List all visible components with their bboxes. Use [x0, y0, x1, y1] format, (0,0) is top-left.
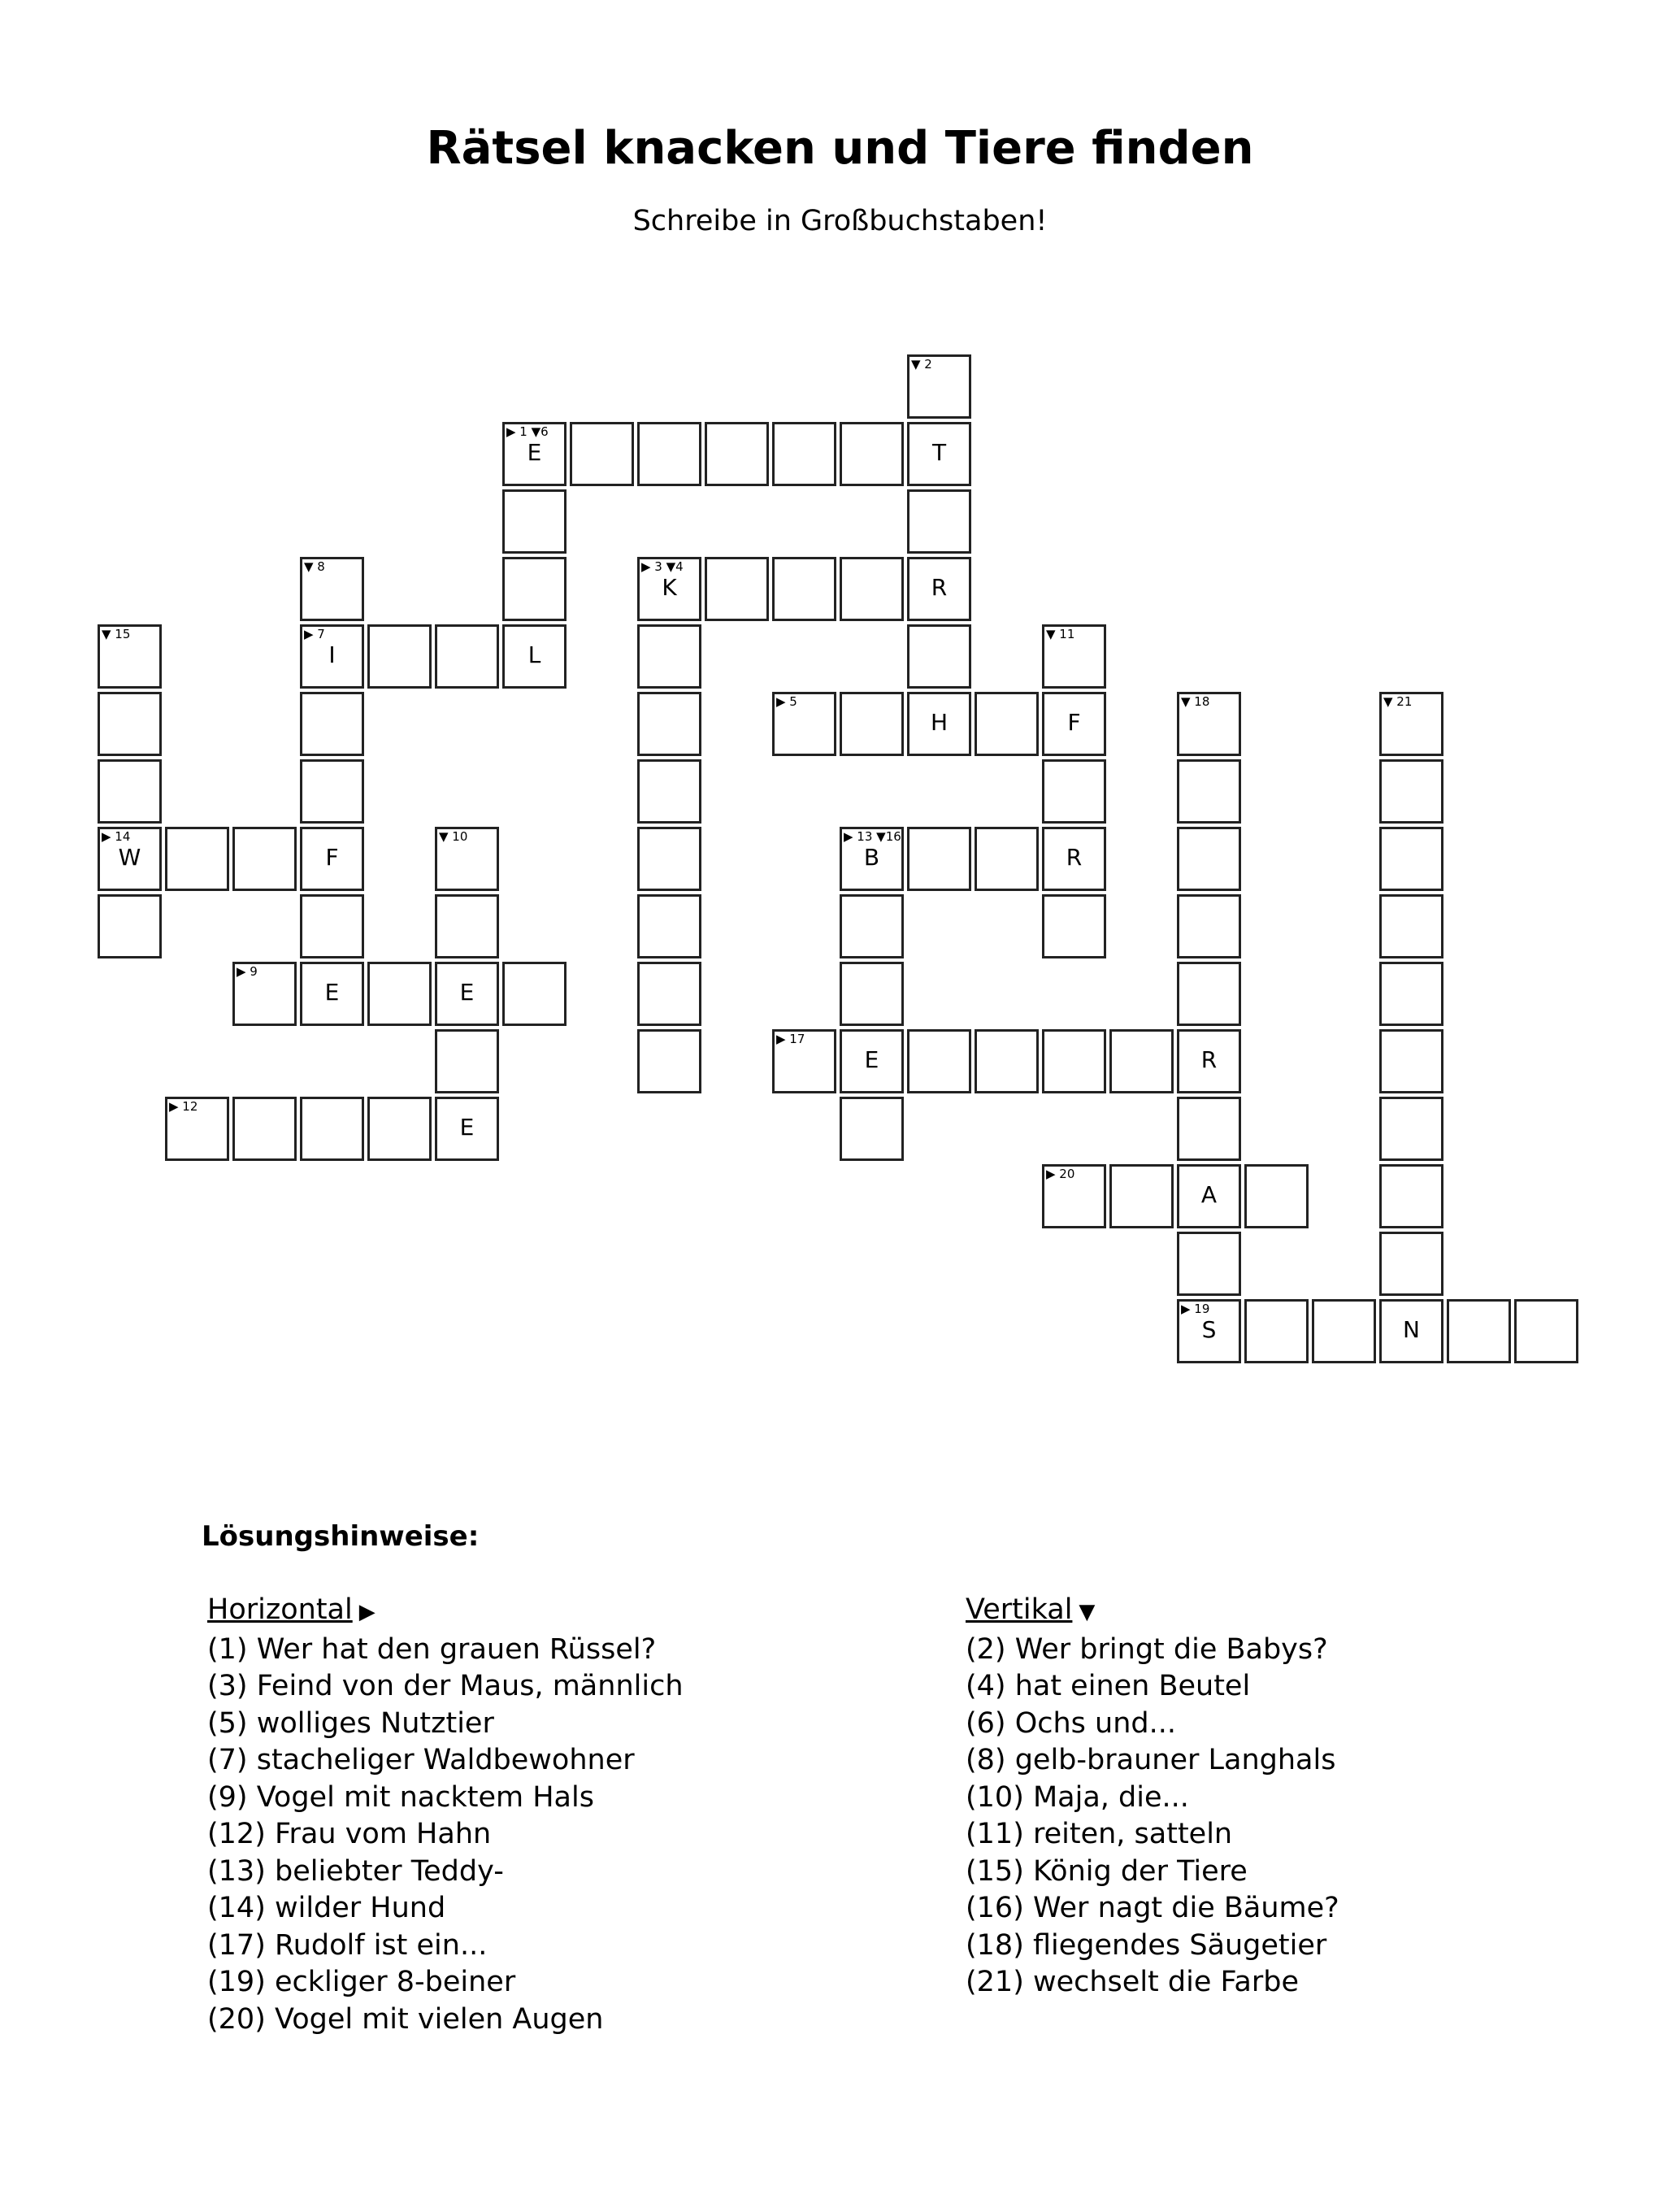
- crossword-cell[interactable]: [300, 827, 364, 891]
- crossword-cell[interactable]: [1177, 1164, 1241, 1228]
- crossword-cell[interactable]: [907, 489, 971, 554]
- crossword-cell[interactable]: [1042, 1029, 1106, 1093]
- crossword-cell[interactable]: [1379, 962, 1443, 1026]
- horizontal-clues: [207, 1592, 684, 2038]
- crossword-cell[interactable]: [637, 962, 701, 1026]
- crossword-cell[interactable]: [98, 759, 162, 824]
- clue-number: ▶ 17: [776, 1032, 805, 1046]
- given-letter: E: [459, 979, 475, 1006]
- crossword-cell[interactable]: [907, 692, 971, 756]
- crossword-cell[interactable]: [98, 894, 162, 958]
- crossword-cell[interactable]: [502, 624, 567, 689]
- clue-number: ▼ 21: [1383, 694, 1413, 709]
- clue-item: (15) König der Tiere: [966, 1854, 1248, 1888]
- crossword-cell[interactable]: [975, 1029, 1039, 1093]
- clue-number: ▼ 2: [911, 357, 932, 372]
- clue-item: (9) Vogel mit nacktem Hals: [207, 1780, 594, 1814]
- given-letter: E: [527, 439, 542, 466]
- clue-number: ▶ 5: [776, 694, 797, 709]
- crossword-cell[interactable]: [840, 827, 904, 891]
- page-title: Rätsel knacken und Tiere finden: [426, 122, 1254, 175]
- crossword-cell[interactable]: [1109, 1029, 1174, 1093]
- crossword-cell[interactable]: [772, 557, 836, 621]
- crossword-cell[interactable]: [300, 894, 364, 958]
- clue-number: ▶ 20: [1046, 1167, 1075, 1181]
- hints-heading: Lösungshinweise:: [202, 1520, 480, 1553]
- crossword-cell[interactable]: [907, 827, 971, 891]
- clue-item: (7) stacheliger Waldbewohner: [207, 1744, 635, 1776]
- clue-item: (10) Maja, die...: [966, 1780, 1189, 1814]
- crossword-cell[interactable]: [1312, 1299, 1376, 1363]
- clue-number: ▼ 8: [304, 559, 325, 574]
- crossword-cell[interactable]: [232, 1097, 297, 1161]
- clue-number: ▼ 18: [1181, 694, 1210, 709]
- right-triangle-icon: ▶: [358, 1600, 376, 1624]
- crossword-cell[interactable]: [1042, 759, 1106, 824]
- given-letter: W: [118, 844, 141, 871]
- crossword-cell[interactable]: [502, 489, 567, 554]
- crossword-cell[interactable]: [637, 1029, 701, 1093]
- clue-number: ▶ 7: [304, 627, 325, 641]
- crossword-cell[interactable]: [1514, 1299, 1578, 1363]
- crossword-cell[interactable]: [300, 962, 364, 1026]
- clue-item: (20) Vogel mit vielen Augen: [207, 2002, 604, 2036]
- crossword-cell[interactable]: [907, 1029, 971, 1093]
- crossword-cell[interactable]: [840, 422, 904, 486]
- horizontal-heading: [207, 1592, 684, 1632]
- crossword-cell[interactable]: [637, 557, 701, 621]
- given-letter: I: [328, 641, 336, 668]
- vertical-label: Vertikal: [966, 1593, 1073, 1626]
- crossword-cell[interactable]: [1177, 827, 1241, 891]
- crossword-cell[interactable]: [1177, 962, 1241, 1026]
- crossword-cell[interactable]: [975, 692, 1039, 756]
- crossword-cell[interactable]: [1042, 624, 1106, 689]
- given-letter: E: [864, 1046, 879, 1073]
- crossword-cell[interactable]: [907, 422, 971, 486]
- crossword-cell[interactable]: [435, 1029, 499, 1093]
- crossword-cell[interactable]: [907, 557, 971, 621]
- crossword-cell[interactable]: [1177, 692, 1241, 756]
- crossword-cell[interactable]: [772, 422, 836, 486]
- crossword-cell[interactable]: [367, 624, 432, 689]
- crossword-cell[interactable]: [435, 827, 499, 891]
- given-letter: E: [459, 1114, 475, 1141]
- given-letter: S: [1201, 1316, 1217, 1343]
- clue-item: (19) eckliger 8-beiner: [207, 1966, 516, 1998]
- crossword-cell[interactable]: [840, 962, 904, 1026]
- horizontal-label: Horizontal: [207, 1593, 353, 1626]
- crossword-cell[interactable]: [840, 1097, 904, 1161]
- crossword-cell[interactable]: [772, 692, 836, 756]
- crossword-cell[interactable]: [637, 827, 701, 891]
- clue-item: (18) fliegendes Säugetier: [966, 1928, 1327, 1962]
- clue-item: (5) wolliges Nutztier: [207, 1706, 494, 1740]
- given-letter: L: [527, 641, 541, 668]
- given-letter: E: [324, 979, 340, 1006]
- crossword-cell[interactable]: [1042, 827, 1106, 891]
- crossword-cell[interactable]: [300, 692, 364, 756]
- crossword-cell[interactable]: [907, 354, 971, 419]
- crossword-cell[interactable]: [840, 557, 904, 621]
- clue-item: (21) wechselt die Farbe: [966, 1966, 1300, 1998]
- crossword-cell[interactable]: [840, 894, 904, 958]
- clue-number: ▶ 12: [169, 1099, 198, 1114]
- crossword-cell[interactable]: [1379, 1299, 1443, 1363]
- crossword-cell[interactable]: [705, 422, 769, 486]
- crossword-cell[interactable]: [1177, 1299, 1241, 1363]
- crossword-cell[interactable]: [1379, 759, 1443, 824]
- crossword-cell[interactable]: [1244, 1299, 1309, 1363]
- crossword-cell[interactable]: [1379, 1232, 1443, 1296]
- crossword-cell[interactable]: [1109, 1164, 1174, 1228]
- clue-number: ▼ 15: [102, 627, 131, 641]
- given-letter: F: [1067, 709, 1081, 736]
- crossword-cell[interactable]: [637, 624, 701, 689]
- crossword-cell[interactable]: [300, 759, 364, 824]
- clue-item: (2) Wer bringt die Babys?: [966, 1632, 1328, 1666]
- given-letter: K: [662, 574, 677, 601]
- crossword-cell[interactable]: [98, 624, 162, 689]
- crossword-cell[interactable]: [1379, 827, 1443, 891]
- crossword-cell[interactable]: [98, 692, 162, 756]
- clue-number: ▶ 9: [237, 964, 258, 979]
- clue-item: (8) gelb-brauner Langhals: [966, 1744, 1336, 1776]
- crossword-cell[interactable]: [840, 1029, 904, 1093]
- given-letter: B: [863, 844, 880, 871]
- crossword-cell[interactable]: [705, 557, 769, 621]
- crossword-cell[interactable]: [637, 422, 701, 486]
- clue-item: (6) Ochs und...: [966, 1706, 1176, 1740]
- crossword-cell[interactable]: [367, 1097, 432, 1161]
- crossword-cell[interactable]: [1042, 692, 1106, 756]
- given-letter: R: [1066, 844, 1083, 871]
- crossword-cell[interactable]: [1177, 894, 1241, 958]
- clue-item: (11) reiten, satteln: [966, 1818, 1233, 1850]
- crossword-cell[interactable]: [1177, 1097, 1241, 1161]
- crossword-cell[interactable]: [1042, 1164, 1106, 1228]
- crossword-cell[interactable]: [637, 894, 701, 958]
- instruction-subtitle: Schreibe in Großbuchstaben!: [632, 205, 1048, 237]
- crossword-cell[interactable]: [637, 759, 701, 824]
- crossword-cell[interactable]: [232, 827, 297, 891]
- crossword-cell[interactable]: [300, 557, 364, 621]
- given-letter: T: [931, 439, 947, 466]
- crossword-cell[interactable]: [772, 1029, 836, 1093]
- crossword-cell[interactable]: [1177, 759, 1241, 824]
- crossword-cell[interactable]: [1042, 894, 1106, 958]
- crossword-cell[interactable]: [1379, 1029, 1443, 1093]
- clue-item: (4) hat einen Beutel: [966, 1670, 1251, 1702]
- crossword-cell[interactable]: [435, 894, 499, 958]
- clue-item: (14) wilder Hund: [207, 1892, 446, 1924]
- given-letter: R: [1200, 1046, 1218, 1073]
- crossword-cell[interactable]: [570, 422, 634, 486]
- crossword-cell[interactable]: [98, 827, 162, 891]
- crossword-cell[interactable]: [1379, 1097, 1443, 1161]
- vertical-heading: [966, 1592, 1339, 1632]
- crossword-cell[interactable]: [502, 557, 567, 621]
- given-letter: F: [325, 844, 339, 871]
- crossword-cell[interactable]: [165, 1097, 229, 1161]
- crossword-cell[interactable]: [300, 624, 364, 689]
- crossword-cell[interactable]: [1379, 1164, 1443, 1228]
- crossword-cell[interactable]: [502, 962, 567, 1026]
- crossword-cell[interactable]: [1177, 1232, 1241, 1296]
- clue-number: ▶ 13 ▼16: [844, 829, 901, 844]
- crossword-cell[interactable]: [1244, 1164, 1309, 1228]
- crossword-cell[interactable]: [1379, 692, 1443, 756]
- vertical-clues: [966, 1592, 1339, 2002]
- clue-item: (12) Frau vom Hahn: [207, 1818, 492, 1850]
- crossword-cell[interactable]: [435, 1097, 499, 1161]
- clue-number: ▶ 3 ▼4: [641, 559, 684, 574]
- crossword-cell[interactable]: [975, 827, 1039, 891]
- given-letter: H: [930, 709, 949, 736]
- crossword-cell[interactable]: [435, 624, 499, 689]
- crossword-cell[interactable]: [637, 692, 701, 756]
- crossword-cell[interactable]: [367, 962, 432, 1026]
- clue-number: ▼ 10: [439, 829, 468, 844]
- clue-number: ▶ 14: [102, 829, 131, 844]
- down-triangle-icon: ▼: [1079, 1600, 1096, 1624]
- clue-item: (1) Wer hat den grauen Rüssel?: [207, 1632, 657, 1666]
- crossword-cell[interactable]: [840, 692, 904, 756]
- clue-item: (17) Rudolf ist ein...: [207, 1928, 488, 1962]
- crossword-cell[interactable]: [502, 422, 567, 486]
- crossword-cell[interactable]: [1379, 894, 1443, 958]
- crossword-cell[interactable]: [300, 1097, 364, 1161]
- clue-item: (16) Wer nagt die Bäume?: [966, 1892, 1339, 1924]
- crossword-cell[interactable]: [435, 962, 499, 1026]
- clue-number: ▶ 1 ▼6: [506, 424, 549, 439]
- clue-item: (3) Feind von der Maus, männlich: [207, 1670, 684, 1702]
- crossword-cell[interactable]: [907, 624, 971, 689]
- crossword-cell[interactable]: [232, 962, 297, 1026]
- given-letter: A: [1200, 1181, 1218, 1208]
- given-letter: R: [931, 574, 948, 601]
- crossword-cell[interactable]: [165, 827, 229, 891]
- crossword-cell[interactable]: [1447, 1299, 1511, 1363]
- clue-number: ▶ 19: [1181, 1302, 1210, 1316]
- crossword-cell[interactable]: [1177, 1029, 1241, 1093]
- clue-item: (13) beliebter Teddy-: [207, 1854, 504, 1888]
- given-letter: N: [1403, 1316, 1420, 1343]
- clue-number: ▼ 11: [1046, 627, 1075, 641]
